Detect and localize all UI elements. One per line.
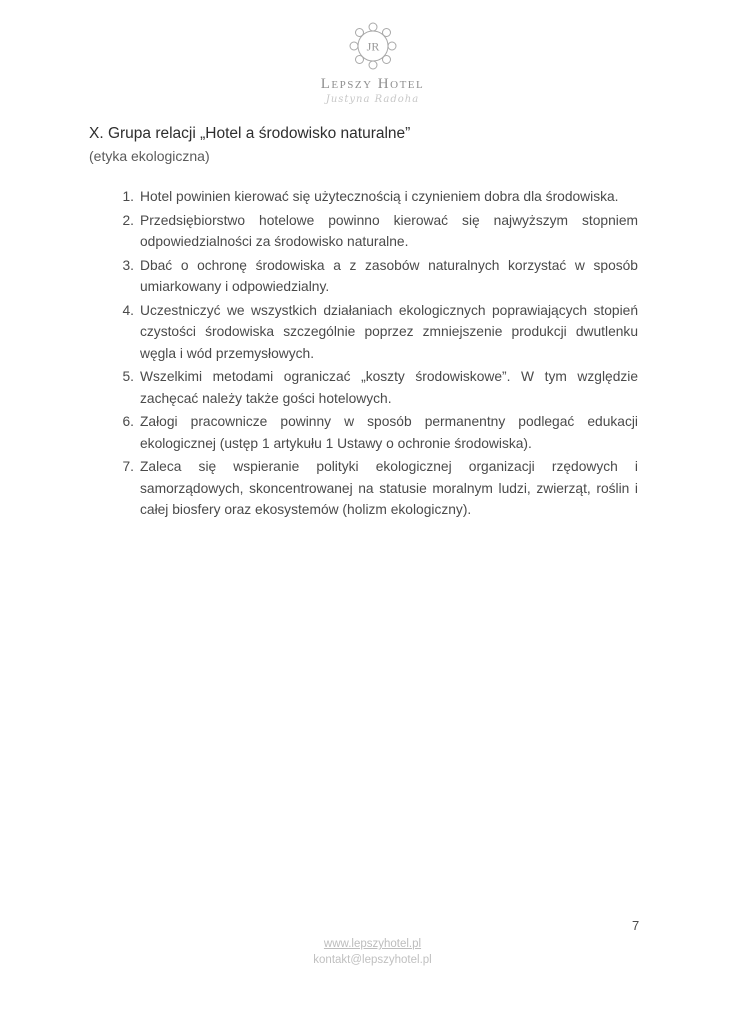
list-item [110, 186, 638, 208]
monogram-emblem-icon [345, 18, 401, 74]
list-item-number: 5. [122, 369, 134, 384]
contact-email[interactable]: kontakt@lepszyhotel.pl [313, 954, 432, 966]
list-item-number: 3. [122, 257, 134, 273]
hotel-logo [0, 18, 745, 105]
list-item-text: Przedsiębiorstwo hotelowe powinno kierować się najwyższym stopniem odpowiedzialności za środowisko naturalne. [140, 212, 638, 249]
list-item [110, 300, 638, 365]
monogram-text: JR [366, 39, 379, 54]
list-item-text: Załogi pracownicze powinny w sposób permanentny podlegać edukacji ekologicznej (ustęp 1 artykułu 1 Ustawy o ochronie środowiska). [140, 414, 638, 451]
list-item-number: 2. [122, 212, 134, 228]
section-subtitle: (etyka ekologiczna) [89, 148, 210, 164]
list-item-number: 7. [122, 459, 134, 474]
list-item-text: Uczestniczyć we wszystkich działaniach ekologicznych poprawiających stopień czystości środowiska szczególnie poprzez zmniejszenie produkcji dwutlenku węgla i wód przemysłowych. [140, 302, 638, 361]
list-item [110, 456, 638, 521]
rules-list [110, 186, 638, 523]
page-footer [0, 936, 745, 968]
page-number: 7 [632, 918, 640, 933]
owner-signature: Justyna Radoha [325, 94, 420, 105]
section-heading [89, 124, 689, 166]
section-title: X. Grupa relacji „Hotel a środowisko naturalne” [89, 125, 411, 142]
list-item-text: Zaleca się wspieranie polityki ekologicznej organizacji rzędowych i samorządowych, skoncentrowanej na statusie moralnym ludzi, zwierząt, roślin i całej biosfery oraz ekosystemów (holizm ekologiczny). [140, 459, 638, 517]
list-item-number: 1. [122, 189, 134, 204]
list-item-text: Dbać o ochronę środowiska a z zasobów naturalnych korzystać w sposób umiarkowany i odpowiedzialny. [140, 257, 638, 294]
list-item [110, 366, 638, 409]
list-item-text: Wszelkimi metodami ograniczać „koszty środowiskowe”. W tym względzie zachęcać należy także gości hotelowych. [140, 369, 638, 406]
list-item-text: Hotel powinien kierować się użytecznością i czynieniem dobra dla środowiska. [140, 189, 619, 204]
list-item [110, 255, 638, 298]
list-item-number: 4. [122, 302, 134, 318]
list-item [110, 411, 638, 454]
list-item [110, 210, 638, 253]
website-link[interactable]: www.lepszyhotel.pl [323, 938, 422, 950]
list-item-number: 6. [122, 414, 134, 429]
hotel-name: Lepszy Hotel [320, 76, 425, 92]
